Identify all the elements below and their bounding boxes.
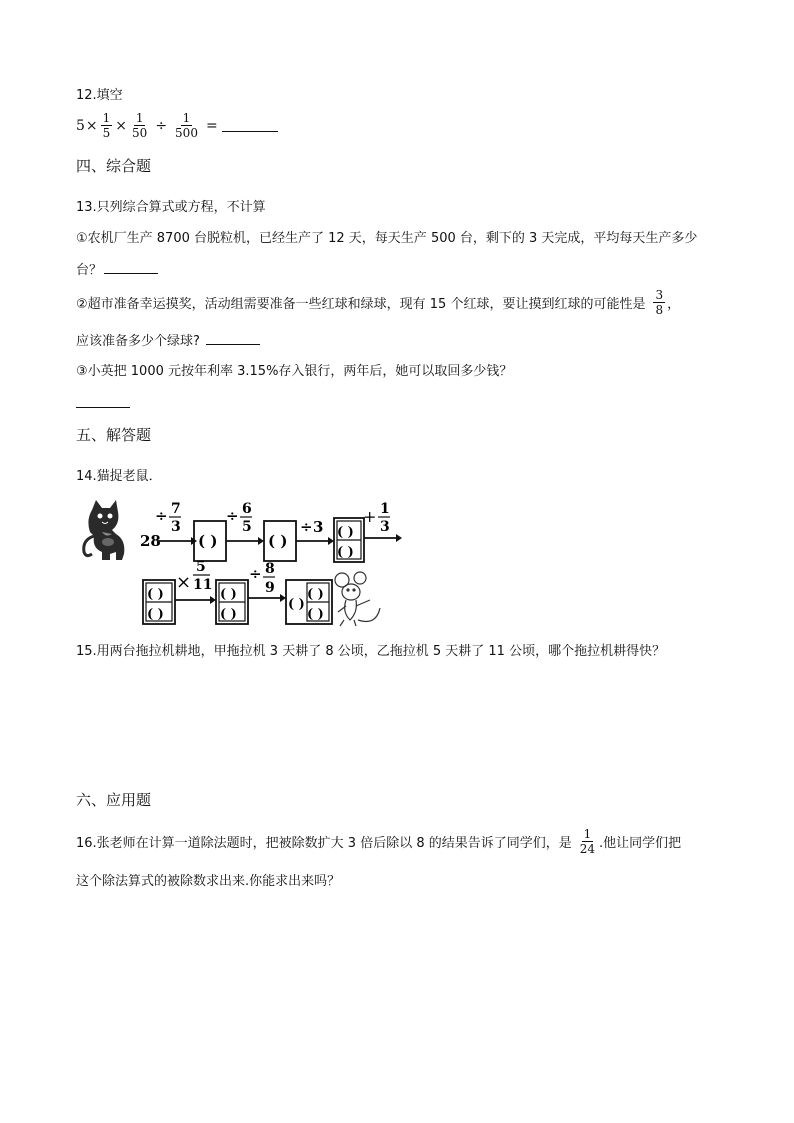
q12-answer-blank[interactable] [222, 119, 278, 132]
q16-line1 [76, 828, 681, 855]
box-3-denominator: ( ) [337, 545, 354, 560]
box-5-denominator: ( ) [220, 607, 237, 622]
op4-numerator: 1 [380, 501, 390, 517]
q12-fraction-2: $\frac{1}{50}$ [132, 111, 148, 140]
q13-item1-line1: ①农机厂生产 8700 台脱粒机，已经生产了 12 天，每天生产 500 台，剩下的 3 天完成，平均每天生产多少 [76, 231, 698, 246]
q13-item1-line2 [76, 259, 158, 278]
cat-illustration [84, 500, 125, 560]
q16-text-b: .他让同学们把 [599, 836, 682, 851]
op1-numerator: 7 [171, 501, 181, 517]
q13-item2-comma: ， [667, 297, 681, 312]
q13-item1-text: 台？ [76, 263, 103, 278]
op5-denominator: 11 [193, 577, 213, 593]
box-6-whole: ( ) [288, 597, 305, 612]
op4-denominator: 3 [380, 519, 390, 535]
times-sign: × [85, 117, 98, 134]
q13-item2-fraction: $\frac{3}{8}$ [655, 288, 664, 317]
q16-text-a: 16.张老师在计算一道除法题时，把被除数扩大 3 倍后除以 8 的结果告诉了同学们，是 [76, 836, 572, 851]
q12-title: 12.填空 [76, 88, 123, 103]
times-sign: × [115, 117, 128, 134]
op1-denominator: 3 [171, 519, 181, 535]
q13-item3-answer-blank[interactable] [76, 397, 130, 412]
q13-title: 13.只列综合算式或方程，不计算 [76, 200, 266, 215]
q15-title: 15.用两台拖拉机耕地，甲拖拉机 3 天耕了 8 公顷，乙拖拉机 5 天耕了 11 公顷，哪个拖拉机耕得快？ [76, 644, 666, 659]
q13-item2-text: ②超市准备幸运摸奖，活动组需要准备一些红球和绿球，现有 15 个红球，要让摸到红球的可能性是 [76, 297, 646, 312]
box-6-denominator: ( ) [307, 607, 324, 622]
cat-mouse-diagram [80, 496, 410, 630]
mouse-illustration [335, 572, 380, 626]
q13-item1-answer-blank[interactable] [104, 263, 158, 274]
q12-expression [76, 112, 278, 139]
op5-numerator: 5 [196, 559, 206, 575]
box-1-paren: ( ) [198, 532, 218, 550]
start-number: 28 [140, 532, 161, 550]
op2-numerator: 6 [242, 501, 252, 517]
q13-item2-line1 [76, 289, 680, 316]
q13-item2-answer-blank[interactable] [206, 334, 260, 345]
op1-sign: ÷ [155, 507, 168, 525]
box-3-numerator: ( ) [337, 525, 354, 540]
op5-sign: × [176, 572, 192, 593]
divide-sign: ÷ [155, 117, 168, 134]
equals-sign: = [205, 117, 218, 134]
section-6-heading: 六、应用题 [76, 791, 152, 809]
box-4-numerator: ( ) [147, 587, 164, 602]
q13-item2-line2 [76, 330, 260, 349]
q16-fraction: $\frac{1}{24}$ [579, 827, 596, 856]
box-5-numerator: ( ) [220, 587, 237, 602]
box-2-paren: ( ) [268, 532, 288, 550]
op2-sign: ÷ [226, 507, 239, 525]
q16-line2: 这个除法算式的被除数求出来.你能求出来吗？ [76, 874, 341, 889]
box-4-denominator: ( ) [147, 607, 164, 622]
section-5-heading: 五、解答题 [76, 426, 152, 444]
q12-fraction-3: $\frac{1}{500}$ [175, 111, 198, 140]
op6-denominator: 9 [265, 580, 275, 596]
op6-sign: ÷ [249, 565, 262, 583]
op3-value: 3 [313, 518, 324, 536]
q13-item2-question: 应该准备多少个绿球? [76, 334, 200, 349]
op4-sign: + [363, 507, 377, 526]
q12-number: 5 [76, 117, 85, 134]
op6-numerator: 8 [265, 561, 275, 577]
box-6-numerator: ( ) [307, 587, 324, 602]
q14-title: 14.猫捉老鼠． [76, 469, 162, 484]
q13-item3-line1: ③小英把 1000 元按年利率 3.15%存入银行，两年后，她可以取回多少钱？ [76, 364, 513, 379]
op2-denominator: 5 [242, 519, 252, 535]
op3-sign: ÷ [300, 518, 313, 536]
section-4-heading: 四、综合题 [76, 157, 152, 175]
q12-fraction-1: $\frac{1}{5}$ [102, 111, 111, 140]
